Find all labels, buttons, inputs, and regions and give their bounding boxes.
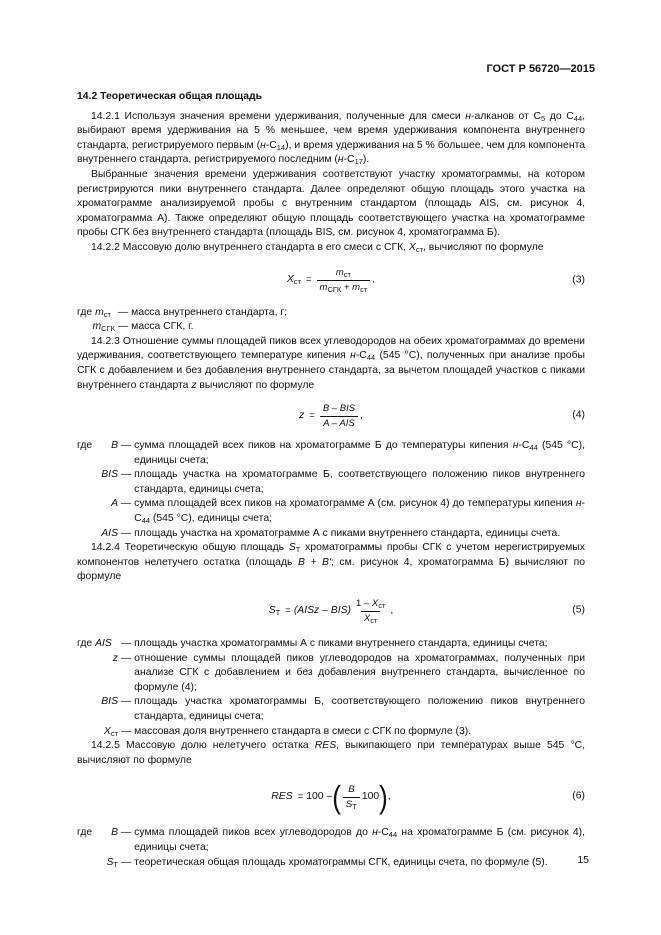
formula-5: $S_Т$ = (AISz – BIS) $\frac{1 - X_{ст}}{X_{ст}}$ , (5) [268, 597, 585, 625]
paragraph-14-2-3: 14.2.3 Отношение суммы площадей пиков всех углеводородов на обеих хроматограммах до времени удерживания, соответствующего температуре кипения $н-C_{44}$ (545 °C), полученных при анализе пробы СГК с добавлением и без добавления внутреннего стандарта, за вычетом площадей участков с пиками внутреннего стандарта z вычисляют по формуле [77, 335, 585, 391]
left-paren-icon: ( [332, 779, 341, 816]
definition-row: $m_{СГК}$ — масса СГК, г. [92, 321, 194, 334]
formula-number: (6) [572, 791, 585, 803]
formula-3: $X_{ст}$ = $\frac{m_{ст}}{m_{СГК} + m_{ст}}$ , (3) [286, 267, 585, 295]
definition-row: где B — сумма площадей всех пиков на хроматограмме Б до температуры кипения $н-C_{44}$ (545 °C), единицы счета; [77, 440, 585, 466]
formula-number: (4) [572, 409, 585, 421]
formula-number: (5) [572, 604, 585, 616]
definitions-formula-6 [77, 826, 585, 870]
formula-4: z = $\frac{\text{B – BIS}}{\text{A – AIS}}$ , (4) [299, 402, 585, 429]
paragraph-retention-window: Выбранные значения времени удерживания соответствуют участку хроматограммы, на котором регистрируются пики внутреннего стандарта. Далее определяют общую площадь этого участка на хроматограмме анализируемой пробы с внутренним стандартом (площадь AIS, см. рисунок 4, хроматограмма А). Также определяют общую площадь соответствующего участка на хроматограмме пробы СГК без внутреннего стандарта (площадь BIS, см. рисунок 4, хроматограмма Б). [77, 168, 585, 239]
definition-row: где AIS — площадь участка хроматограммы А с пиками внутреннего стандарта, единицы счета; [77, 638, 548, 650]
definitions-formula-5 [77, 637, 585, 739]
definition-row: где $m_{ст}$ — масса внутреннего стандарта, г; [77, 306, 288, 319]
standard-designation: ГОСТ Р 56720—2015 [486, 63, 595, 75]
paragraph-14-2-4: 14.2.4 Теоретическую общую площадь $S_Т$ хроматограммы пробы СГК с учетом нерегистрируемых компонентов нелетучего остатка (площадь B + B'; см. рисунок 4, хроматограмма Б) вычисляют по формуле [77, 542, 585, 583]
definition-row: $X_{ст}$ — массовая доля внутреннего стандарта в смеси с СГК по формуле (3). [103, 725, 472, 738]
definitions-formula-4 [77, 439, 585, 541]
section-title: 14.2 Теоретическая общая площадь [77, 91, 263, 102]
fraction: $\frac{m_{ст}}{m_{СГК} + m_{ст}}$ [317, 267, 371, 294]
definition-row: где B — сумма площадей пиков всех углеводородов до $н-C_{44}$ на хроматограмме Б (см. рисунок 4), единицы счета; [77, 827, 585, 853]
right-paren-icon: ) [379, 779, 388, 816]
definition-row: z — отношение суммы площадей пиков углеводородов на хроматограммах, полученных при анализе СГК с добавлением и без добавления внутреннего стандарта, вычисленное по формуле (4); [112, 652, 585, 693]
formula-6: RES = 100 – ( $\frac{B}{S_Т}$ 100 ) , (6) [271, 779, 585, 816]
definition-row: BIS — площадь участка хроматограммы Б, соответствующего положению пиков внутреннего стандарта, единицы счета; [101, 696, 585, 722]
paragraph-14-2-1: 14.2.1 Используя значения времени удерживания, полученные для смеси н-алканов от $C_5$ до $C_{44}$, выбирают время удерживания на 5 % меньшее, чем время удерживания компонента внутреннего стандарта, регистрируемого первым $(н-C_{14})$, и время удерживания на 5 % большее, чем для компонента внутреннего стандарта, регистрируемого последним $(н-C_{17})$. [77, 110, 586, 167]
paragraph-14-2-5: 14.2.5 Массовую долю нелетучего остатка RES, выкипающего при температурах выше 545 °C, вычисляют по формуле [77, 740, 585, 766]
document-body [77, 90, 585, 870]
fraction: $\frac{\text{B – BIS}}{\text{A – AIS}}$ [320, 403, 358, 430]
definition-row: AIS — площадь участка на хроматограмме А с пиками внутреннего стандарта, единицы счета. [101, 527, 561, 539]
fraction: $\frac{B}{S_Т}$ [343, 784, 360, 811]
definitions-formula-3 [77, 306, 585, 335]
fraction: $\frac{1 - X_{ст}}{X_{ст}}$ [355, 597, 386, 625]
formula-number: (3) [572, 274, 585, 286]
page-number: 15 [577, 854, 589, 866]
definition-row: BIS — площадь участка на хроматограмме Б, соответствующего положению пиков внутреннего стандарта, единицы счета; [101, 469, 585, 495]
definition-row: A — сумма площадей всех пиков на хроматограмме А (см. рисунок 4) до температуры кипения $н-C_{44}$ (545 °C), единицы счета; [111, 498, 585, 526]
paragraph-14-2-2: 14.2.2 Массовую долю внутреннего стандарта в его смеси с СГК, $X_{ст}$, вычисляют по формуле [91, 241, 544, 254]
definition-row: $S_Т$ — теоретическая общая площадь хроматограммы СГК, единицы счета, по формуле (5). [106, 856, 548, 869]
